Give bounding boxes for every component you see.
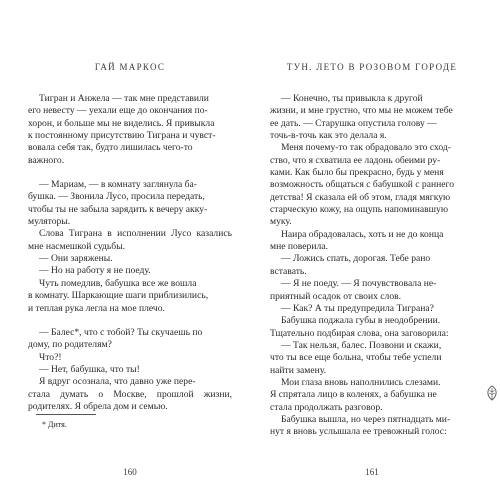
paragraph: — Они заряжены. (39, 253, 113, 265)
paragraph: — Нет, бабушка, что ты! (39, 363, 140, 375)
paragraph: Тигран и Анжела — так мне представили его невесту — уехали еще до окончания по- хорон, и больше мы не виделись. Я привыкла к постоянному присутствию Тиграна и чувст- вовала себя так, будто лишилась чего-то важного. (28, 93, 216, 166)
paragraph: — Конечно, ты привыкла к другой жизни, и мне грустно, что мы не можем тебе ее дать. — Старушка опустила голову — точь-в-точь как это делала я. (270, 93, 453, 142)
paragraph: — Мариам, — в комнату заглянула ба- бушка. — Звонила Лусо, просила передать, чтобы ты не забыла зарядить к вечеру акку- муляторы. (28, 179, 208, 228)
paragraph: — Но на работу я не поеду. (39, 265, 151, 277)
paragraph: Бабушка вышла, но через пятнадцать ми- нут я вновь услышала ее тревожный голос: (270, 413, 451, 438)
right-page (262, 0, 482, 500)
paragraph: Чуть помедлив, бабушка все же вошла в комнату. Шаркающие шаги приблизились, и теплая рука легла на мое плечо. (28, 277, 209, 314)
right-page-text (270, 93, 474, 439)
left-running-head: ГАЙ МАРКОС (94, 62, 166, 72)
paragraph: Бабушка поджала губы в неодобрении. Тщательно подбирая слова, она заговорила: (270, 315, 449, 339)
paragraph: — Так нельзя, балес. Позвони и скажи, что ты все еще больна, чтобы тебе успели найти замену. (270, 339, 442, 376)
paragraph: — Как? А ты предупредила Тиграна? (281, 302, 434, 314)
paragraph: Меня почему-то так обрадовало это сход- ство, что я схватила ее ладонь обеими ру- ками. Как было бы прекрасно, будь у меня возможность общаться с бабушкой с раннего детства! Я сказала ей об этом, гладя мягкую старческую кожу, на ощупь напоминавшую муку. (270, 142, 455, 228)
paragraph: — Я не поеду. — Я почувствовала не- приятный осадок от своих слов. (270, 278, 437, 302)
footnote: * Дитя. (42, 420, 67, 429)
right-running-head: ТУН. ЛЕТО В РОЗОВОМ ГОРОДЕ (286, 62, 458, 72)
paragraph: Что?! (39, 351, 62, 363)
leaf-icon (485, 385, 499, 401)
footnote-rule (36, 414, 96, 415)
paragraph: Мои глаза вновь наполнились слезами. Я спрятала лицо в коленях, а бабушка не стала продолжать разговор. (270, 376, 441, 413)
paragraph: Я вдруг осознала, что давно уже пере- стала думать о Москве, прошлой жизни, родителях. Я обрела дом и семью. (28, 376, 232, 412)
left-page-text (28, 93, 232, 413)
page-number-left: 160 (123, 467, 137, 477)
paragraph: Наира обрадовалась, хоть и не до конца мне поверила. (270, 228, 444, 253)
page-number-right: 161 (365, 467, 379, 477)
left-page (20, 0, 240, 500)
paragraph: — Балес*, что с тобой? Ты скучаешь по дому, по родителям? (28, 326, 203, 351)
paragraph: Слова Тиграна в исполнении Лусо казались мне насмешкой судьбы. (28, 228, 232, 252)
paragraph: — Ложись спать, дорогая. Тебе рано вставать. (270, 253, 431, 277)
